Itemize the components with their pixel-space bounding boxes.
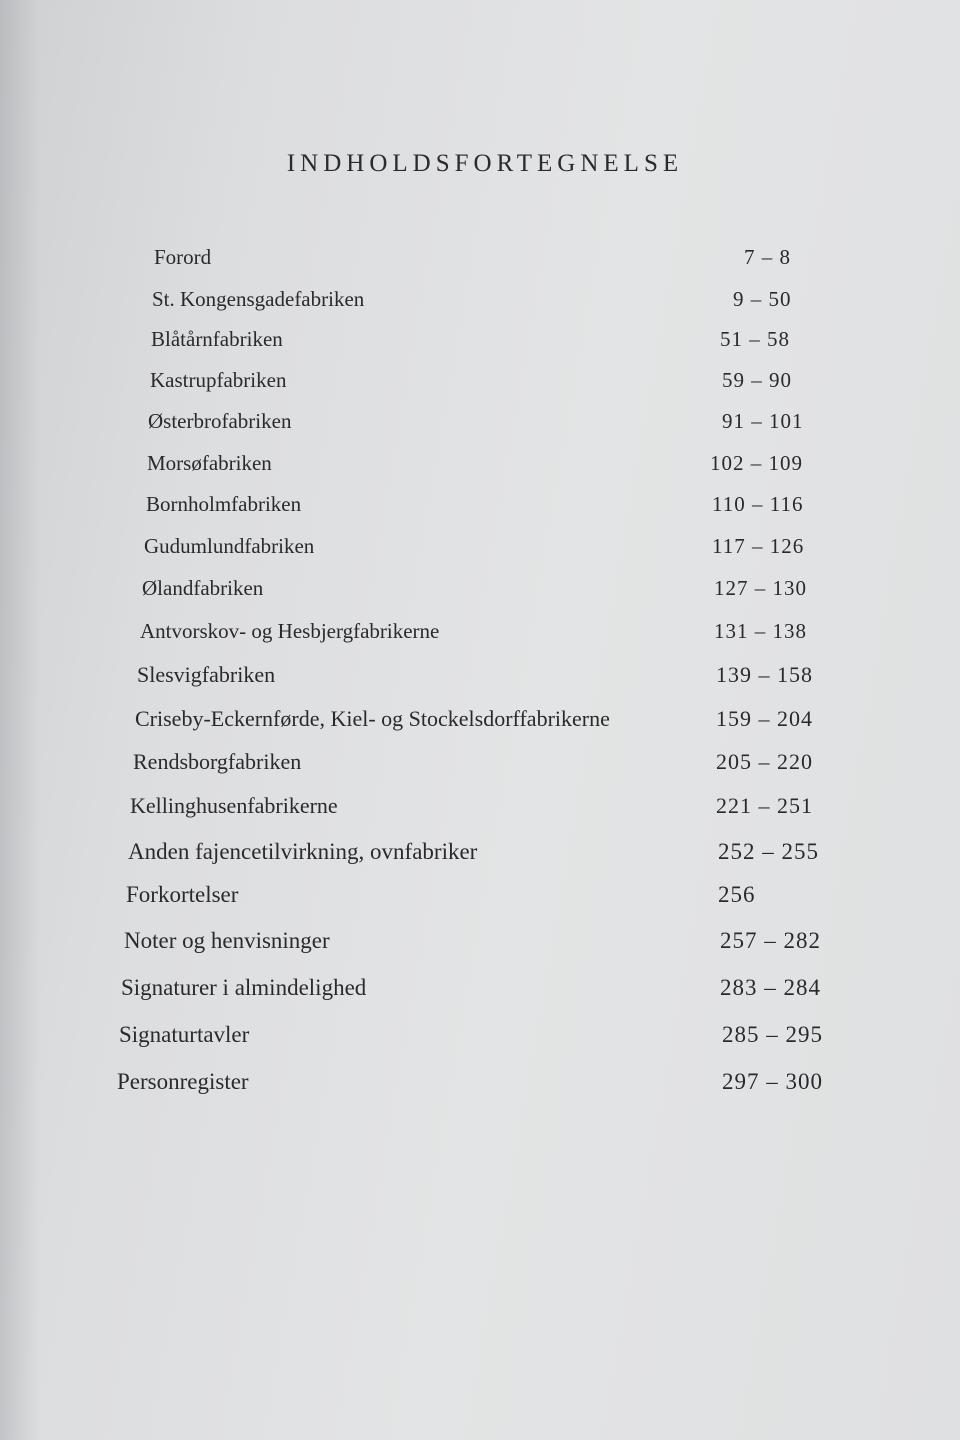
toc-entry-pages: 102 – 109 [710, 451, 803, 475]
toc-entry-title: St. Kongensgadefabriken [152, 287, 365, 311]
toc-entry-pages: 221 – 251 [716, 793, 813, 818]
toc-entry-title: Anden fajencetilvirkning, ovnfabriker [128, 839, 478, 864]
toc-entry-title: Rendsborgfabriken [133, 749, 302, 774]
toc-entry [0, 576, 960, 610]
toc-entry-title: Personregister [117, 1069, 249, 1094]
toc-entry [0, 534, 960, 568]
toc-entry-pages: 59 – 90 [722, 368, 792, 392]
toc-entry [0, 1069, 960, 1103]
toc-entry-pages: 51 – 58 [720, 327, 790, 351]
toc-entry [0, 245, 960, 279]
toc-entry-title: Morsøfabriken [147, 451, 272, 475]
toc-entry-pages: 139 – 158 [716, 662, 813, 687]
toc-entry [0, 409, 960, 443]
toc-entry [0, 619, 960, 653]
toc-entry-title: Antvorskov- og Hesbjergfabrikerne [140, 619, 440, 643]
toc-entry-pages: 9 – 50 [733, 287, 792, 311]
toc-entry-pages: 297 – 300 [722, 1069, 823, 1094]
toc-entry [0, 1022, 960, 1056]
toc-entry [0, 839, 960, 873]
toc-entry-title: Kellinghusenfabrikerne [130, 793, 338, 818]
toc-entry [0, 287, 960, 321]
toc-entry-pages: 91 – 101 [722, 409, 804, 433]
toc-entry-title: Blåtårnfabriken [151, 327, 283, 351]
toc-entry-pages: 252 – 255 [718, 839, 819, 864]
toc-entry-title: Ølandfabriken [142, 576, 264, 600]
toc-entry [0, 975, 960, 1009]
toc-entry-pages: 110 – 116 [712, 492, 804, 516]
toc-entry-title: Forkortelser [126, 882, 239, 907]
toc-entry [0, 662, 960, 696]
toc-entry-pages: 256 [718, 882, 756, 907]
toc-entry-title: Signaturtavler [119, 1022, 250, 1047]
toc-entry-pages: 127 – 130 [714, 576, 807, 600]
toc-entry-title: Criseby-Eckernførde, Kiel- og Stockelsdorffabrikerne [135, 706, 610, 731]
toc-entry-pages: 7 – 8 [744, 245, 791, 269]
page-title: INDHOLDSFORTEGNELSE [286, 150, 684, 177]
toc-entry [0, 793, 960, 827]
toc-entry-title: Noter og henvisninger [124, 928, 330, 953]
toc-entry [0, 492, 960, 526]
toc-entry-title: Bornholmfabriken [146, 492, 302, 516]
toc-entry [0, 451, 960, 485]
toc-entry [0, 882, 960, 916]
toc-entry-pages: 257 – 282 [720, 928, 821, 953]
toc-entry [0, 327, 960, 361]
toc-entry-pages: 117 – 126 [712, 534, 805, 558]
toc-entry [0, 706, 960, 740]
toc-entry-pages: 131 – 138 [714, 619, 807, 643]
toc-entry-title: Østerbrofabriken [148, 409, 292, 433]
toc-entry-title: Kastrupfabriken [150, 368, 287, 392]
toc-entry-title: Gudumlundfabriken [144, 534, 315, 558]
toc-entry-pages: 205 – 220 [716, 749, 813, 774]
toc-entry-title: Slesvigfabriken [137, 662, 276, 687]
toc-entry-pages: 285 – 295 [722, 1022, 823, 1047]
toc-entry-title: Forord [154, 245, 212, 269]
toc-entry-title: Signaturer i almindelighed [121, 975, 367, 1000]
toc-entry [0, 749, 960, 783]
toc-entry [0, 928, 960, 962]
toc-entry [0, 368, 960, 402]
toc-entry-pages: 159 – 204 [716, 706, 813, 731]
toc-entry-pages: 283 – 284 [720, 975, 821, 1000]
